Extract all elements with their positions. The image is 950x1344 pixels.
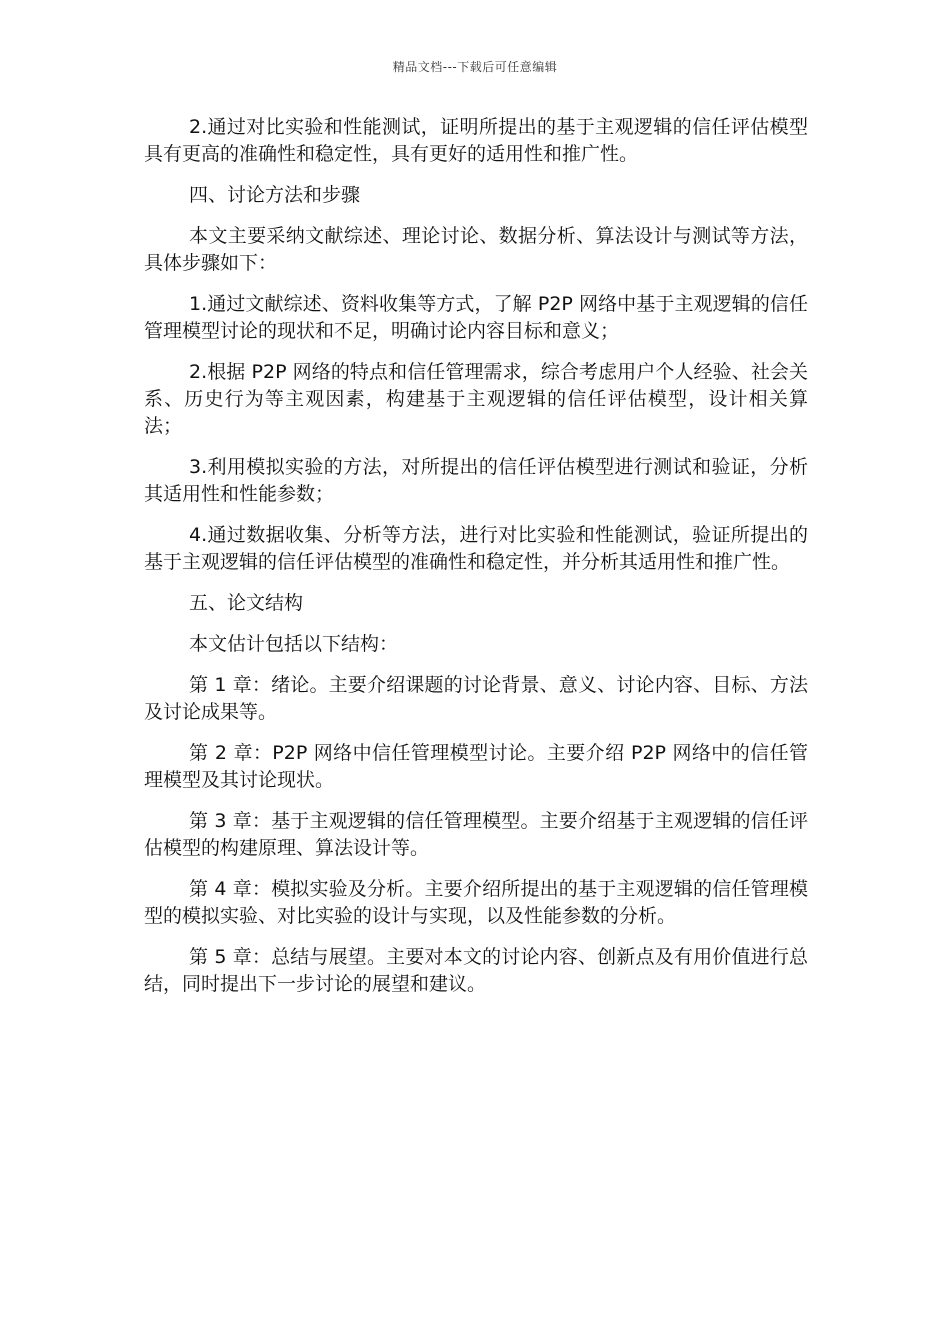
section-heading-structure: 五、论文结构: [189, 592, 304, 614]
paragraph-chapter-2: 第 2 章：P2P 网络中信任管理模型讨论。主要介绍 P2P 网络中的信任管理模型及其讨论现状。: [144, 742, 808, 791]
paragraph-step-1: 1.通过文献综述、资料收集等方式，了解 P2P 网络中基于主观逻辑的信任管理模型讨论的现状和不足，明确讨论内容目标和意义；: [144, 293, 808, 342]
paragraph-step-4: 4.通过数据收集、分析等方法，进行对比实验和性能测试，验证所提出的基于主观逻辑的信任评估模型的准确性和稳定性，并分析其适用性和推广性。: [144, 524, 808, 573]
paragraph-step-3: 3.利用模拟实验的方法，对所提出的信任评估模型进行测试和验证，分析其适用性和性能参数；: [144, 456, 808, 505]
paragraph-goal-2: 2.通过对比实验和性能测试，证明所提出的基于主观逻辑的信任评估模型具有更高的准确性和稳定性，具有更好的适用性和推广性。: [144, 116, 808, 165]
paragraph-chapter-3: 第 3 章：基于主观逻辑的信任管理模型。主要介绍基于主观逻辑的信任评估模型的构建原理、算法设计等。: [144, 810, 808, 859]
page-header: 精品文档---下载后可任意编辑: [392, 60, 558, 74]
paragraph-structure-intro: 本文估计包括以下结构：: [189, 633, 399, 655]
paragraph-step-2: 2.根据 P2P 网络的特点和信任管理需求，综合考虑用户个人经验、社会关系、历史行为等主观因素，构建基于主观逻辑的信任评估模型，设计相关算法；: [144, 361, 808, 437]
document-body: [144, 114, 808, 1012]
section-heading-methods: 四、讨论方法和步骤: [189, 184, 361, 206]
paragraph-chapter-1: 第 1 章：绪论。主要介绍课题的讨论背景、意义、讨论内容、目标、方法及讨论成果等。: [144, 674, 808, 723]
paragraph-chapter-4: 第 4 章：模拟实验及分析。主要介绍所提出的基于主观逻辑的信任管理模型的模拟实验、对比实验的设计与实现，以及性能参数的分析。: [144, 878, 808, 927]
paragraph-chapter-5: 第 5 章：总结与展望。主要对本文的讨论内容、创新点及有用价值进行总结，同时提出下一步讨论的展望和建议。: [144, 946, 808, 995]
paragraph-methods-intro: 本文主要采纳文献综述、理论讨论、数据分析、算法设计与测试等方法，具体步骤如下：: [144, 225, 808, 274]
